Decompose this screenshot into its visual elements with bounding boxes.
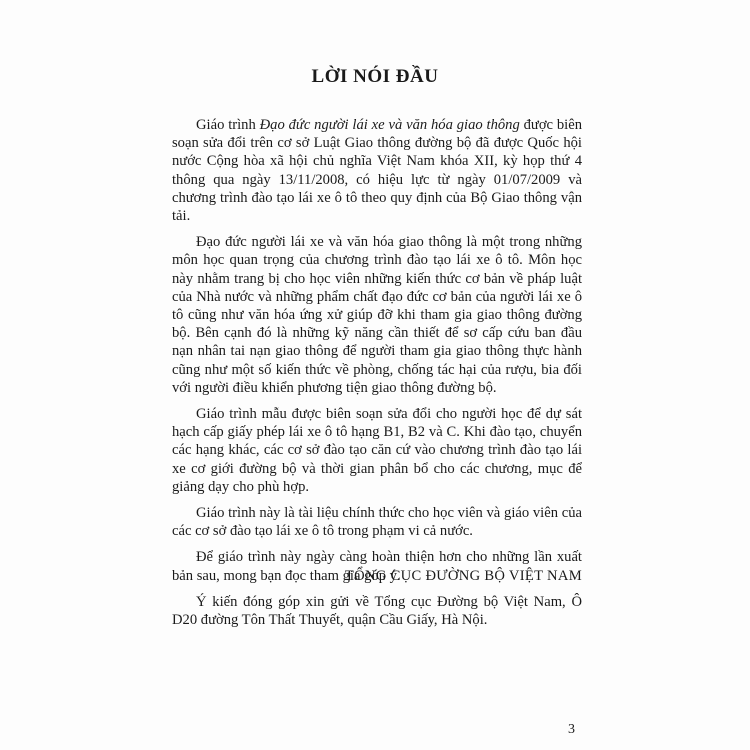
- book-title-italic: Đạo đức người lái xe và văn hóa giao thông: [259, 117, 520, 133]
- paragraph-1-text: Giáo trình: [196, 117, 260, 133]
- paragraph-1: [172, 116, 582, 225]
- paragraph-2: Đạo đức người lái xe và văn hóa giao thông là một trong những môn học quan trọng của chương trình đào tạo lái xe ô tô. Môn học này nhằm trang bị cho học viên những kiến thức cơ bản về pháp luật của Nhà nước và những phẩm chất đạo đức cơ bản của người lái xe ô tô cũng như văn hóa ứng xử giúp đỡ khi tham gia giao thông đường bộ. Bên cạnh đó là những kỹ năng cần thiết để sơ cấp cứu ban đầu nạn nhân tai nạn giao thông để người tham gia giao thông thực hành cũng như một số kiến thức về phòng, chống tác hại của rượu, bia đối với người điều khiển phương tiện giao thông đường bộ.: [172, 234, 582, 396]
- paragraph-1-text-rest: được biên soạn sửa đổi trên cơ sở Luật Giao thông đường bộ đã được Quốc hội nước Cộng hòa xã hội chủ nghĩa Việt Nam khóa XII, kỳ họp thứ 4 thông qua ngày 13/11/2008, có hiệu lực từ ngày 01/07/2009 và chương trình đào tạo lái xe ô tô theo quy định của Bộ Giao thông vận tải.: [172, 117, 582, 225]
- paragraph-4: Giáo trình này là tài liệu chính thức cho học viên và giáo viên của các cơ sở đào tạo lái xe ô tô trong phạm vi cả nước.: [172, 505, 582, 540]
- paragraph-6: Ý kiến đóng góp xin gửi về Tổng cục Đường bộ Việt Nam, Ô D20 đường Tôn Thất Thuyết, quận Cầu Giấy, Hà Nội.: [172, 593, 582, 629]
- paragraph-3: Giáo trình mẫu được biên soạn sửa đổi cho người học để dự sát hạch cấp giấy phép lái xe ô tô hạng B1, B2 và C. Khi đào tạo, chuyển các hạng khác, các cơ sở đào tạo căn cứ vào chương trình đào tạo lái xe cơ giới đường bộ và thời gian phân bổ cho các chương, mục để giảng dạy cho phù hợp.: [172, 406, 582, 495]
- signature: TỔNG CỤC ĐƯỜNG BỘ VIỆT NAM: [344, 568, 582, 584]
- paragraph-5: Để giáo trình này ngày càng hoàn thiện hơn cho những lần xuất bản sau, mong bạn đọc tham gia góp ý.: [172, 549, 582, 584]
- page-heading: LỜI NÓI ĐẦU: [311, 66, 439, 87]
- page-number: 3: [568, 722, 575, 737]
- page-body: [172, 116, 582, 637]
